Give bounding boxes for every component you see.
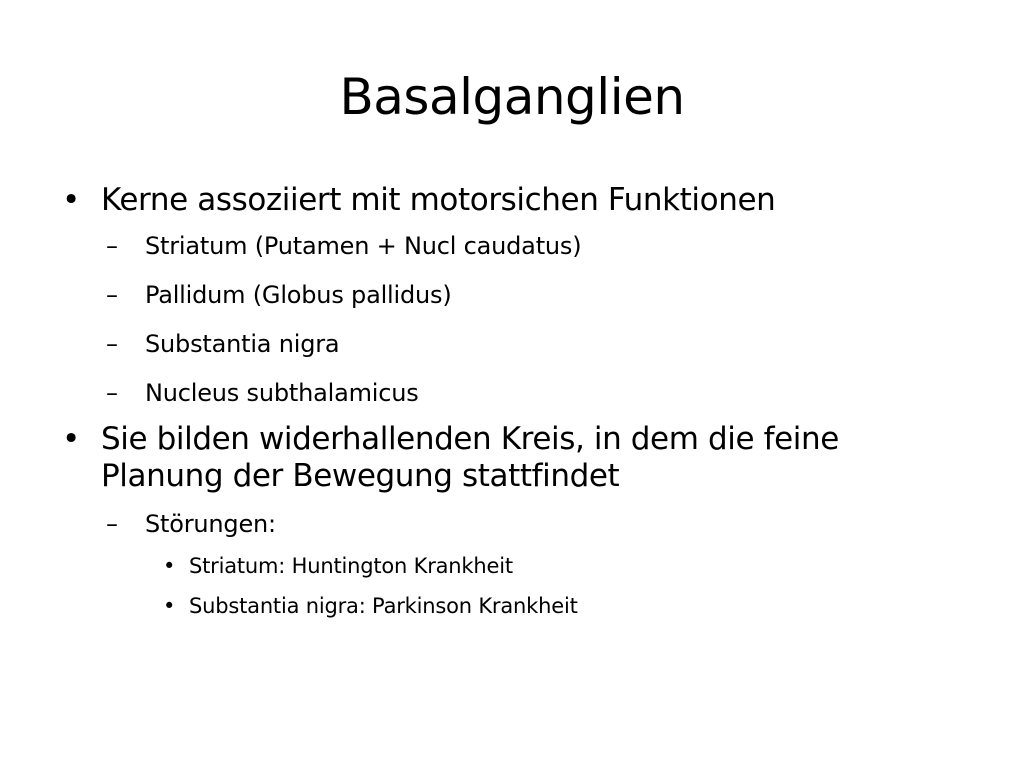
sub-point-text: Substantia nigra xyxy=(145,330,340,358)
dash-icon: – xyxy=(106,510,118,538)
sub-sub-point-text: Substantia nigra: Parkinson Krankheit xyxy=(189,594,578,618)
bullet-icon: • xyxy=(163,594,176,618)
bullet-text: Kerne assoziiert mit motorsichen Funktionen xyxy=(101,182,776,218)
bullet-text: Sie bilden widerhallenden Kreis, in dem die feine Planung der Bewegung stattfindet xyxy=(101,421,839,494)
dash-icon: – xyxy=(106,281,118,309)
sub-point xyxy=(62,280,962,310)
bullet-point xyxy=(62,182,962,219)
bullet-icon: • xyxy=(62,182,80,218)
sub-point xyxy=(62,378,962,408)
sub-sub-point xyxy=(62,553,962,579)
bullet-icon: • xyxy=(62,421,80,457)
sub-point-text: Pallidum (Globus pallidus) xyxy=(145,281,452,309)
bullet-point xyxy=(62,421,961,495)
sub-point xyxy=(62,509,962,539)
sub-sub-point xyxy=(62,593,962,619)
dash-icon: – xyxy=(106,330,118,358)
sub-point-text: Striatum (Putamen + Nucl caudatus) xyxy=(145,232,582,260)
sub-point-text: Nucleus subthalamicus xyxy=(145,379,419,407)
dash-icon: – xyxy=(106,379,118,407)
slide-body xyxy=(62,182,962,633)
bullet-icon: • xyxy=(163,554,176,578)
dash-icon: – xyxy=(106,232,118,260)
slide-title: Basalganglien xyxy=(339,68,685,126)
sub-point xyxy=(62,329,962,359)
sub-point xyxy=(62,231,962,261)
sub-sub-point-text: Striatum: Huntington Krankheit xyxy=(189,554,513,578)
sub-point-text: Störungen: xyxy=(145,510,276,538)
